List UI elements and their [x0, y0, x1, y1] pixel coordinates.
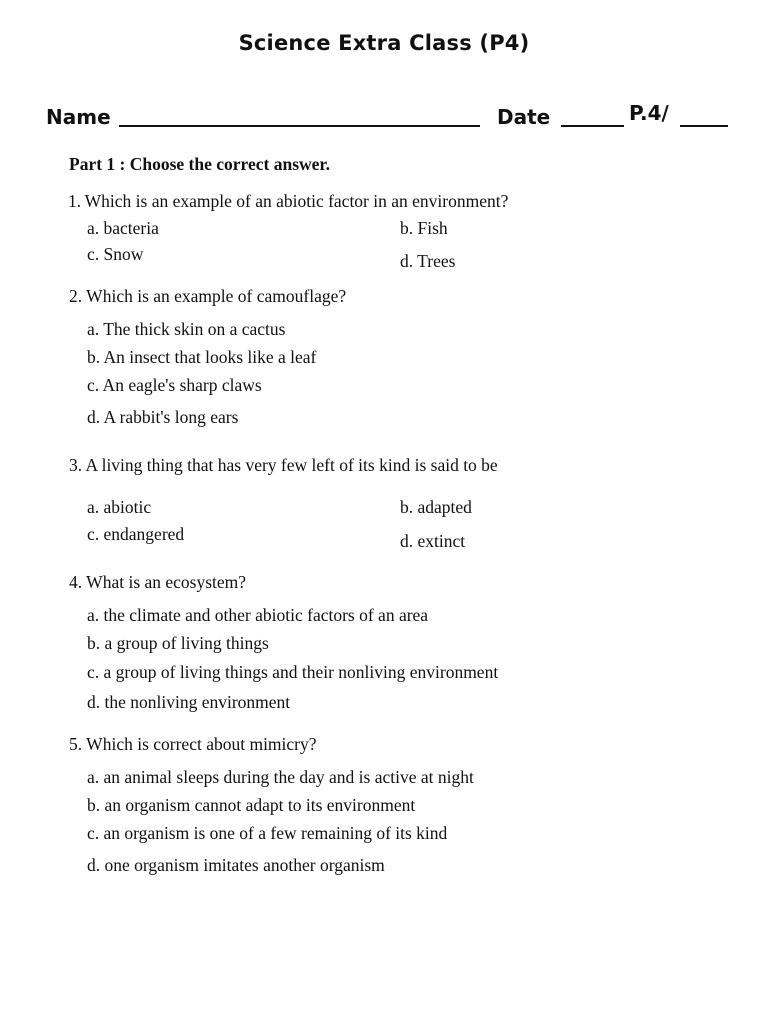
q3-option-a[interactable]: a. abiotic: [87, 497, 152, 517]
q3-option-b[interactable]: b. adapted: [400, 497, 472, 517]
question-2: 2. Which is an example of camouflage?: [69, 286, 347, 306]
question-4: 4. What is an ecosystem?: [69, 572, 247, 592]
q2-option-d[interactable]: d. A rabbit's long ears: [87, 407, 239, 427]
date-label: Date: [497, 105, 551, 129]
q4-option-b[interactable]: b. a group of living things: [87, 633, 269, 653]
q5-option-a[interactable]: a. an animal sleeps during the day and is active at night: [87, 767, 474, 787]
q3-option-c[interactable]: c. endangered: [87, 524, 185, 544]
question-1: 1. Which is an example of an abiotic factor in an environment?: [68, 191, 509, 211]
name-blank-line[interactable]: [119, 125, 480, 127]
q5-option-b[interactable]: b. an organism cannot adapt to its environment: [87, 795, 416, 815]
name-label: Name: [46, 105, 111, 129]
q1-option-d[interactable]: d. Trees: [400, 251, 456, 271]
q1-option-b[interactable]: b. Fish: [400, 218, 448, 238]
q1-option-a[interactable]: a. bacteria: [87, 218, 159, 238]
q2-option-c[interactable]: c. An eagle's sharp claws: [87, 375, 262, 395]
q5-option-c[interactable]: c. an organism is one of a few remaining of its kind: [87, 823, 448, 843]
q3-option-d[interactable]: d. extinct: [400, 531, 466, 551]
worksheet-title: Science Extra Class (P4): [238, 31, 530, 55]
q4-option-c[interactable]: c. a group of living things and their nonliving environment: [87, 662, 499, 682]
q2-option-b[interactable]: b. An insect that looks like a leaf: [87, 347, 317, 367]
q4-option-d[interactable]: d. the nonliving environment: [87, 692, 291, 712]
question-5: 5. Which is correct about mimicry?: [69, 734, 317, 754]
q2-option-a[interactable]: a. The thick skin on a cactus: [87, 319, 286, 339]
class-label: P.4/: [629, 101, 669, 125]
date-blank-line[interactable]: [561, 125, 624, 127]
q5-option-d[interactable]: d. one organism imitates another organism: [87, 855, 385, 875]
question-3: 3. A living thing that has very few left of its kind is said to be: [69, 455, 498, 475]
part-heading: Part 1 : Choose the correct answer.: [69, 154, 330, 174]
class-blank-line[interactable]: [680, 125, 728, 127]
q1-option-c[interactable]: c. Snow: [87, 244, 144, 264]
q4-option-a[interactable]: a. the climate and other abiotic factors of an area: [87, 605, 429, 625]
